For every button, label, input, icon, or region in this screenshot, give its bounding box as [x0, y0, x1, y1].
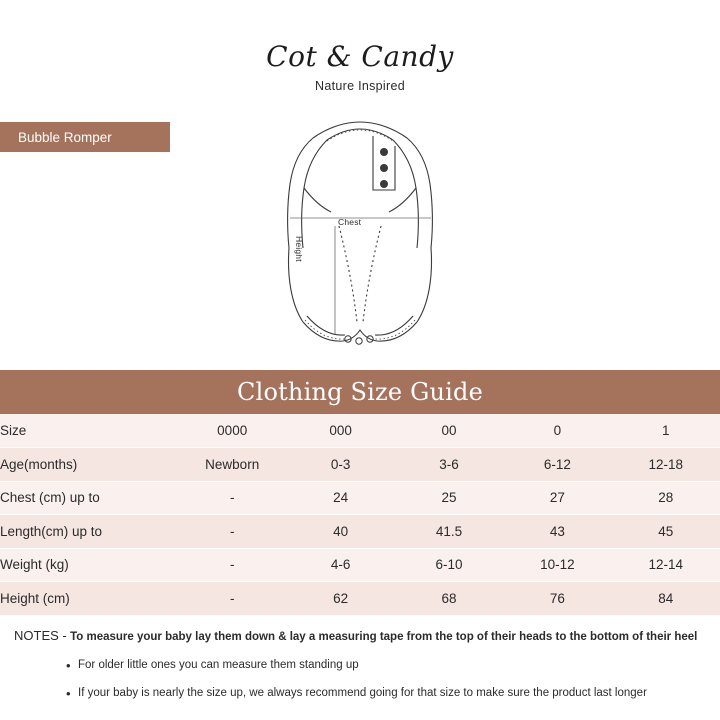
cell: 27 [503, 481, 611, 515]
cell: 00 [395, 414, 503, 448]
row-header: Age(months) [0, 448, 178, 482]
size-table-wrap [0, 414, 720, 616]
brand-name: Cot & Candy [266, 40, 454, 73]
cell: 3-6 [395, 448, 503, 482]
cell: 25 [395, 481, 503, 515]
cell: 000 [286, 414, 394, 448]
cell: - [178, 515, 286, 549]
notes-main-line [14, 628, 706, 643]
chest-dimension-label: Chest [338, 217, 362, 227]
cell: 6-10 [395, 548, 503, 582]
product-name-tab [0, 122, 170, 152]
cell: 41.5 [395, 515, 503, 549]
cell: 43 [503, 515, 611, 549]
cell: 84 [612, 582, 720, 616]
brand-tagline: Nature Inspired [315, 78, 405, 93]
table-row [0, 582, 720, 616]
cell: - [178, 582, 286, 616]
notes-lead-text: To measure your baby lay them down & lay a measuring tape from the top of their heads to the bottom of their heel [70, 631, 698, 643]
cell: - [178, 548, 286, 582]
cell: 4-6 [286, 548, 394, 582]
table-row [0, 414, 720, 448]
cell: 68 [395, 582, 503, 616]
cell: 6-12 [503, 448, 611, 482]
cell: 76 [503, 582, 611, 616]
garment-illustration [235, 108, 485, 368]
height-dimension-label: Height [294, 236, 304, 262]
cell: - [178, 481, 286, 515]
cell: 0 [503, 414, 611, 448]
row-header: Length(cm) up to [0, 515, 178, 549]
row-header: Weight (kg) [0, 548, 178, 582]
cell: 45 [612, 515, 720, 549]
cell: 12-18 [612, 448, 720, 482]
notes-bullet-list [14, 659, 706, 699]
cell: 24 [286, 481, 394, 515]
row-header: Size [0, 414, 178, 448]
cell: 0000 [178, 414, 286, 448]
cell: 40 [286, 515, 394, 549]
cell: 62 [286, 582, 394, 616]
table-row [0, 481, 720, 515]
row-header: Chest (cm) up to [0, 481, 178, 515]
page-title: Clothing Size Guide [237, 378, 483, 406]
cell: 1 [612, 414, 720, 448]
table-row [0, 448, 720, 482]
list-item: • If your baby is nearly the size up, we always recommend going for that size to make sure the product last longer [14, 687, 706, 699]
table-row [0, 548, 720, 582]
product-name-label: Bubble Romper [18, 129, 112, 145]
size-guide-title-band [0, 370, 720, 414]
cell: 28 [612, 481, 720, 515]
table-row [0, 515, 720, 549]
notes-label: NOTES - [14, 628, 67, 643]
cell: 0-3 [286, 448, 394, 482]
cell: Newborn [178, 448, 286, 482]
cell: 12-14 [612, 548, 720, 582]
list-item: • For older little ones you can measure them standing up [14, 659, 706, 671]
notes-section [0, 620, 720, 699]
size-table [0, 414, 720, 616]
cell: 10-12 [503, 548, 611, 582]
row-header: Height (cm) [0, 582, 178, 616]
brand-block [0, 42, 720, 93]
